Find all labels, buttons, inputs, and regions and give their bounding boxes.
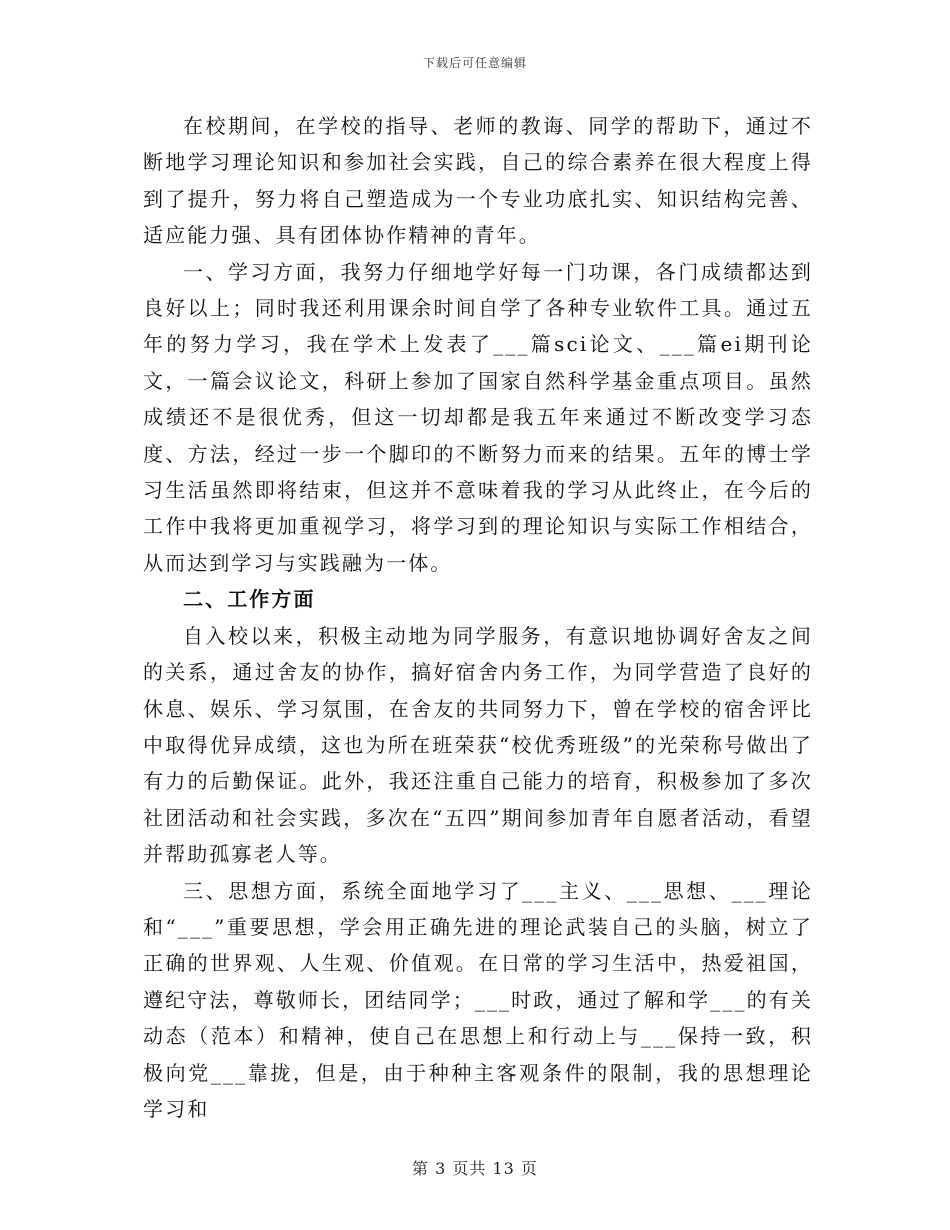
section-heading-work: 二、工作方面 <box>183 587 316 612</box>
paragraph-work: 自入校以来，积极主动地为同学服务，有意识地协调好舍友之间的关系，通过舍友的协作，搞好宿舍内务工作，为同学营造了良好的休息、娱乐、学习氛围，在舍友的共同努力下，曾在学校的宿舍评比中取得优异成绩，这也为所在班荣获“校优秀班级”的光荣称号做出了有力的后勤保证。此外，我还注重自己能力的培育，积极参加了多次社团活动和社会实践，多次在“五四”期间参加青年自愿者活动，看望并帮助孤寡老人等。 <box>143 623 813 867</box>
paragraph-study: 一、学习方面，我努力仔细地学好每一门功课，各门成绩都达到良好以上；同时我还利用课余时间自学了各种专业软件工具。通过五年的努力学习，我在学术上发表了___篇sci论文、___篇ei期刊论文，一篇会议论文，科研上参加了国家自然科学基金重点项目。虽然成绩还不是很优秀，但这一切却都是我五年来通过不断改变学习态度、方法，经过一步一个脚印的不断努力而来的结果。五年的博士学习生活虽然即将结束，但这并不意味着我的学习从此终止，在今后的工作中我将更加重视学习，将学习到的理论知识与实际工作相结合，从而达到学习与实践融为一体。 <box>143 259 813 575</box>
page-number-footer: 第 3 页共 13 页 <box>412 1159 538 1178</box>
document-body <box>143 108 813 1127</box>
page-header-note: 下载后可任意编辑 <box>422 56 527 70</box>
paragraph-intro: 在校期间，在学校的指导、老师的教诲、同学的帮助下，通过不断地学习理论知识和参加社会实践，自己的综合素养在很大程度上得到了提升，努力将自己塑造成为一个专业功底扎实、知识结构完善、适应能力强、具有团体协作精神的青年。 <box>143 114 813 248</box>
paragraph-thought: 三、思想方面，系统全面地学习了___主义、___思想、___理论和“___”重要思想，学会用正确先进的理论武装自己的头脑，树立了正确的世界观、人生观、价值观。在日常的学习生活中，热爱祖国，遵纪守法，尊敬师长，团结同学；___时政，通过了解和学___的有关动态（范本）和精神，使自己在思想上和行动上与___保持一致，积极向党___靠拢，但是，由于种种主客观条件的限制，我的思想理论学习和 <box>143 878 813 1121</box>
